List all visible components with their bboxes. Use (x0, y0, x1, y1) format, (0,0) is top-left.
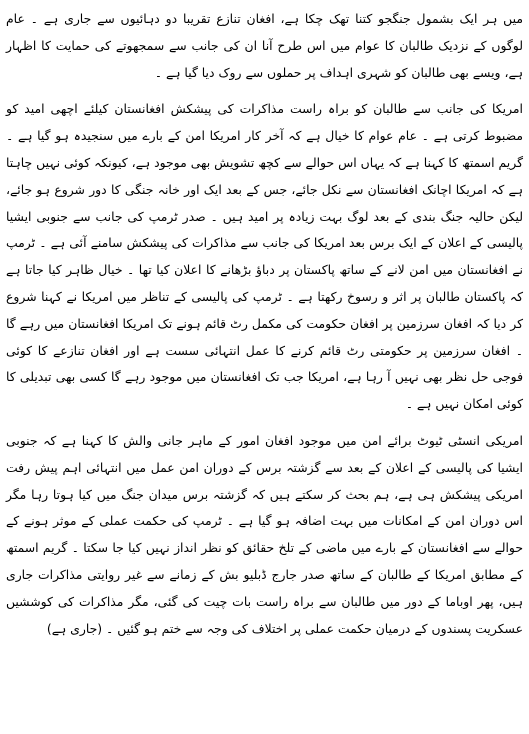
paragraph-1: میں ہر ایک بشمول جنگجو کتنا تھک چکا ہے، افغان تنازع تقریبا دو دہائیوں سے جاری ہے ۔ عام لوگوں کے نزدیک طالبان کا عوام میں اس طرح آنا ان کی جانب سے سمجھوتے کی حمایت کا اظہار ہے، ویسے بھی طالبان کو شہری اہداف پر حملوں سے روک دیا گیا ہے ۔ (6, 11, 523, 80)
paragraph-3: امریکی انسٹی ٹیوٹ برائے امن میں موجود افغان امور کے ماہر جانی والش کا کہنا ہے کہ جنوبی ایشیا کی پالیسی کے اعلان کے بعد سے گزشتہ برس کے دوران امن عمل میں انتہائی اہم پیش رفت امریکی پیشکش ہی ہے، ہم بحث کر سکتے ہیں کہ گزشتہ برس میدان جنگ میں کیا ہوتا رہا مگر اس دوران امن کے امکانات میں بہت اضافہ ہو گیا ہے ۔ ٹرمپ کی حکمت عملی کے موثر ہونے کے حوالے سے افغانستان کے بارے میں ماضی کے تلخ حقائق کو نظر انداز نہیں کیا جا سکتا ۔ گریم اسمتھ کے مطابق امریکا کے طالبان کے ساتھ صدر جارج ڈبلیو بش کے زمانے سے غیر روایتی مذاکرات جاری ہیں، پھر اوباما کے دور میں طالبان سے براہ راست بات چیت کی گئی، مگر مذاکرات کی کوششیں عسکریت پسندوں کے درمیان حکمت عملی پر اختلاف کی وجہ سے ختم ہو گئیں ۔ (جاری ہے) (6, 432, 523, 636)
paragraph-2: امریکا کی جانب سے طالبان کو براہ راست مذاکرات کی پیشکش افغانستان کیلئے اچھی امید کو مضبوط کرتی ہے ۔ عام عوام کا خیال ہے کہ آخر کار امریکا امن کے بارے میں سنجیدہ ہو گیا ہے ۔ گریم اسمتھ کا کہنا ہے کہ یہاں اس حوالے سے کچھ تشویش بھی موجود ہے، کیونکہ کوئی نہیں چاہتا ہے کہ امریکا اچانک افغانستان سے نکل جائے، جس کے بعد ایک اور خانہ جنگی کا دور شروع ہو جائے، لیکن حالیہ جنگ بندی کے بعد لوگ بہت زیادہ پر امید ہیں ۔ صدر ٹرمپ کی جانب سے جنوبی ایشیا پالیسی کے اعلان کے ایک برس بعد امریکا کی جانب سے مذاکرات کی پیشکش سامنے آئی ہے ۔ ٹرمپ نے افغانستان میں امن لانے کے ساتھ پاکستان پر دباؤ بڑھانے کا اعلان کیا تھا ۔ خیال ظاہر کیا جاتا ہے کہ پاکستان طالبان پر اثر و رسوخ رکھتا ہے ۔ ٹرمپ کی پالیسی کے تناظر میں امریکا نے کہنا شروع کر دیا کہ افغان سرزمین پر افغان حکومت کی مکمل رٹ قائم ہونے تک امریکا افغانستان میں رہے گا ۔ افغان سرزمین پر حکومتی رٹ قائم کرنے کا عمل انتہائی سست ہے اور افغان تنازعے کا کوئی فوجی حل نظر بھی نہیں آ رہا ہے، امریکا جب تک افغانستان میں موجود رہے گا کسی بھی تبدیلی کا کوئی امکان نہیں ہے ۔ (6, 101, 523, 412)
